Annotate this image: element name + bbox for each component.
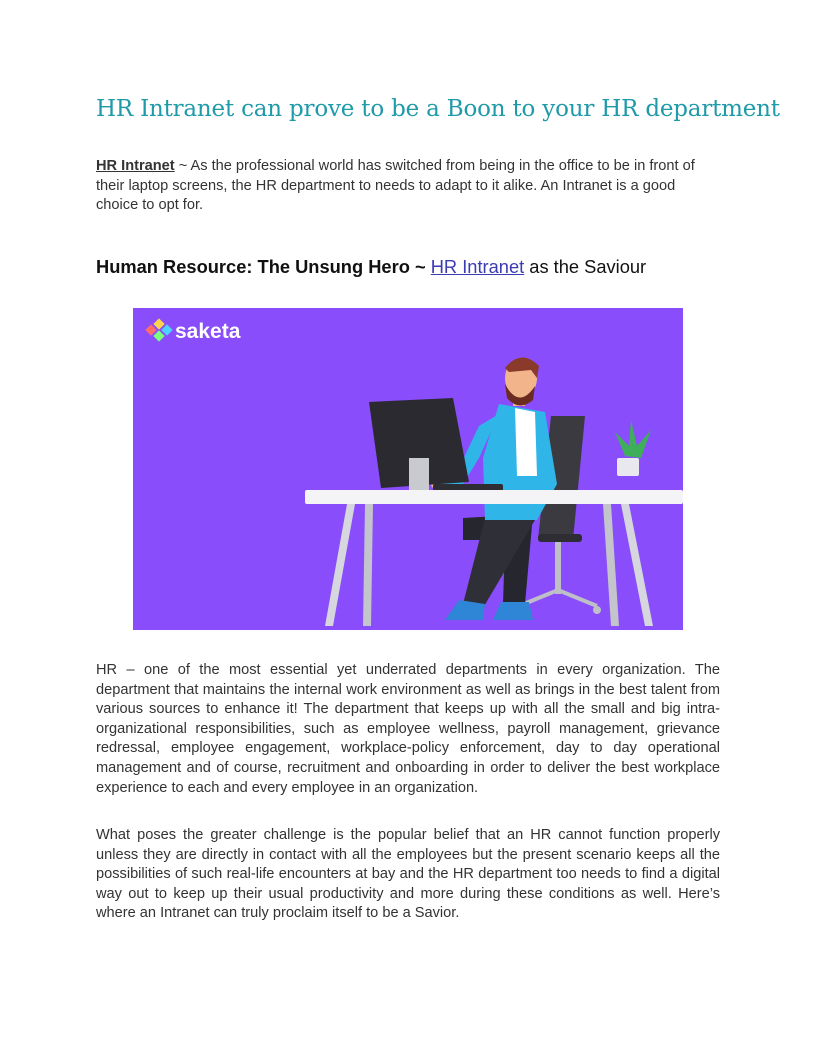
page-title: HR Intranet can prove to be a Boon to your HR department [96, 96, 780, 122]
body-paragraph-2: What poses the greater challenge is the popular belief that an HR cannot function properly unless they are directly in contact with all the employees but the present scenario keeps all the possibilities of such real-life encounters at bay and the HR department too needs to find a digital way out to keep up their usual productivity and more during these conditions as well. Here’s where an Intranet can truly proclaim itself to be a Savior. [96, 827, 720, 922]
intro-lead-link[interactable]: HR Intranet [96, 158, 175, 174]
intro-text: ~ As the professional world has switched from being in the office to be in front of their laptop screens, the HR department to needs to adapt to it alike. An Intranet is a good choice to opt for. [96, 158, 695, 214]
illustration-svg [133, 308, 683, 630]
logo-text: saketa [175, 320, 241, 343]
hero-illustration [133, 308, 683, 630]
section-heading-strong: Human Resource: The Unsung Hero ~ [96, 256, 431, 277]
section-heading-tail: as the Saviour [524, 256, 647, 277]
section-heading-link[interactable]: HR Intranet [430, 256, 525, 277]
intro-paragraph [96, 157, 720, 216]
body-paragraph-1: HR – one of the most essential yet underrated departments in every organization. The department that maintains the internal work environment as well as brings in the best talent from various sources to enhance it! The department that keeps up with all the small and big intra-organizational responsibilities, such as employee wellness, payroll management, grievance redressal, employee engagement, workplace-policy enforcement, day to day operational management and of course, recruitment and onboarding in order to deliver the best workplace experience to each and every employee in an organization. [96, 662, 720, 796]
section-heading [96, 256, 736, 278]
